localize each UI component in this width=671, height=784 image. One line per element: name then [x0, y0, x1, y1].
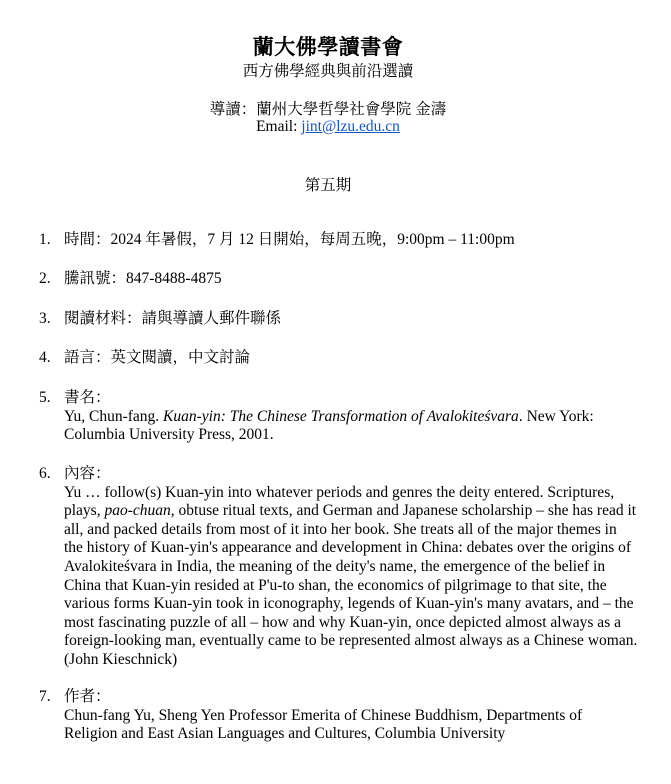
email-link[interactable]: jint@lzu.edu.cn — [301, 118, 400, 135]
book-author: Yu, Chun-fang. — [64, 407, 164, 425]
item-heading: 書名： — [64, 389, 111, 406]
list-number: 3. — [39, 310, 51, 327]
item-text: 時間：2024 年暑假，7 月 12 日開始，每周五晚，9:00pm – 11:00pm — [64, 231, 515, 248]
content-italic: pao-chuan — [104, 502, 171, 520]
page-subtitle: 西方佛學經典與前沿選讀 — [242, 63, 414, 80]
list-number: 5. — [39, 389, 51, 406]
email-label: Email: — [256, 118, 302, 135]
issue-heading: 第五期 — [304, 177, 352, 194]
page-title: 蘭大佛學讀書會 — [252, 35, 404, 59]
list-number: 1. — [39, 231, 51, 248]
book-title: Kuan-yin: The Chinese Transformation of Avalokiteśvara — [163, 407, 519, 425]
list-number: 2. — [39, 270, 51, 287]
content-paragraph — [64, 484, 639, 670]
list-number: 7. — [39, 688, 51, 705]
guide-line: 導讀：蘭州大學哲學社會學院 金濤 — [209, 101, 447, 118]
item-text: 閱讀材料：請與導讀人郵件聯係 — [64, 310, 282, 327]
list-number: 6. — [39, 465, 51, 482]
item-heading: 內容： — [64, 465, 111, 482]
item-text: 語言：英文閱讀，中文討論 — [64, 349, 251, 366]
email-line — [0, 118, 656, 136]
list-number: 4. — [39, 349, 51, 366]
content-text-b: , obtuse ritual texts, and German and Japanese scholarship – she has read it all, and packed details from most of it into her book. She treats all of the major themes in the history of Kuan-yin's appearance and development in China: debates over the origins of Avalokiteśvara in India, the meaning of the deity's name, the emergence of the belief in China that Kuan-yin resided at P'u-to shan, the economics of pilgrimage to that site, the various forms Kuan-yin took in iconography, legends of Kuan-yin's many avatars, and – the most fascinating puzzle of all – how and why Kuan-yin, once depicted almost always as a foreign-looking man, eventually came to be represented almost always as a Chinese woman. (John Kieschnick) — [64, 502, 638, 668]
book-publisher: . New York: Columbia University Press, 2001. — [64, 407, 594, 444]
item-text: 騰訊號：847-8488-4875 — [64, 270, 222, 287]
content-text-a: Yu … follow(s) Kuan-yin into whatever periods and genres the deity entered. Scriptures, plays, — [64, 483, 615, 520]
book-citation — [64, 408, 639, 445]
author-paragraph: Chun-fang Yu, Sheng Yen Professor Emerita of Chinese Buddhism, Departments of Religion and East Asian Languages and Cultures, Columbia University — [64, 706, 583, 743]
item-heading: 作者： — [64, 688, 111, 705]
